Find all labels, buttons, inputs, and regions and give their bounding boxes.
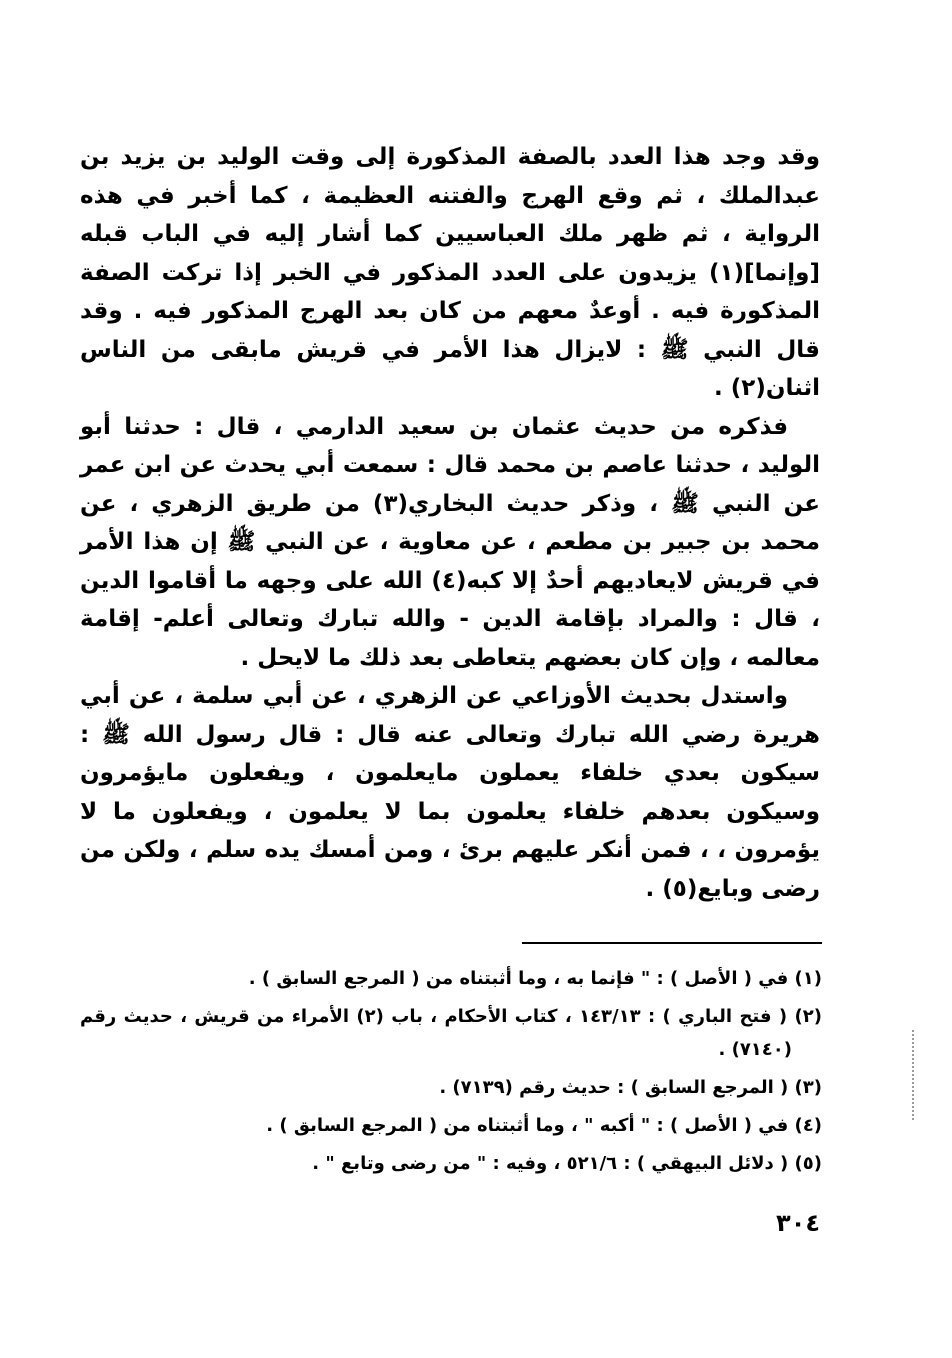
body-text [80, 138, 820, 908]
paragraph-2: فذكره من حديث عثمان بن سعيد الدارمي ، قال : حدثنا أبو الوليد ، حدثنا عاصم بن محمد قال : سمعت أبي يحدث عن ابن عمر عن النبي ﷺ ، وذكر حديث البخاري(٣) من طريق الزهري ، عن محمد بن جبير بن مطعم ، عن معاوية ، عن النبي ﷺ إن هذا الأمر في قريش لايعاديهم أحدٌ إلا كبه(٤) الله على وجهه ما أقاموا الدين ، قال : والمراد بإقامة الدين - والله تبارك وتعالى أعلم- إقامة معالمه ، وإن كان بعضهم يتعاطى بعد ذلك ما لايحل . [80, 413, 820, 671]
footnote-divider [522, 942, 822, 944]
paragraph-1: وقد وجد هذا العدد بالصفة المذكورة إلى وقت الوليد بن يزيد بن عبدالملك ، ثم وقع الهرج والفتنه العظيمة ، كما أخبر في هذه الرواية ، ثم ظهر ملك العباسيين كما أشار إليه في الباب قبله [وإنما](١) يزيدون على العدد المذكور في الخبر إذا تركت الصفة المذكورة فيه . أوعدٌ معهم من كان بعد الهرج المذكور فيه . وقد قال النبي ﷺ : لايزال هذا الأمر في قريش مابقى من الناس اثنان(٢) . [80, 144, 820, 401]
footnote-1: (١) في ( الأصل ) : " فإنما به ، وما أثبتناه من ( المرجع السابق ) . [248, 968, 822, 989]
paragraph-3: واستدل بحديث الأوزاعي عن الزهري ، عن أبي سلمة ، عن أبي هريرة رضي الله تبارك وتعالى عنه قال : قال رسول الله ﷺ : سيكون بعدي خلفاء يعملون مايعلمون ، ويفعلون مايؤمرون وسيكون بعدهم خلفاء يعلمون بما لا يعلمون ، ويفعلون ما لا يؤمرون ، ، فمن أنكر عليهم برئ ، ومن أمسك يده سلم ، ولكن من رضى وبايع(٥) . [80, 683, 820, 902]
scan-margin-marks [912, 1030, 918, 1120]
page-number: ٣٠٤ [776, 1209, 820, 1237]
footnote-4: (٤) في ( الأصل ) : " أكبه " ، وما أثبتناه من ( المرجع السابق ) . [266, 1115, 822, 1136]
footnote-2: (٢) ( فتح الباري ) : ١٤٣/١٣ ، كتاب الأحكام ، باب (٢) الأمراء من قريش ، حديث رقم (٧١٤٠) . [80, 1006, 823, 1060]
footnote-3: (٣) ( المرجع السابق ) : حديث رقم (٧١٣٩) . [439, 1077, 822, 1098]
footnote-5: (٥) ( دلائل البيهقي ) : ٥٢١/٦ ، وفيه : " من رضى وتابع " . [312, 1153, 822, 1174]
footnotes [80, 962, 822, 1185]
